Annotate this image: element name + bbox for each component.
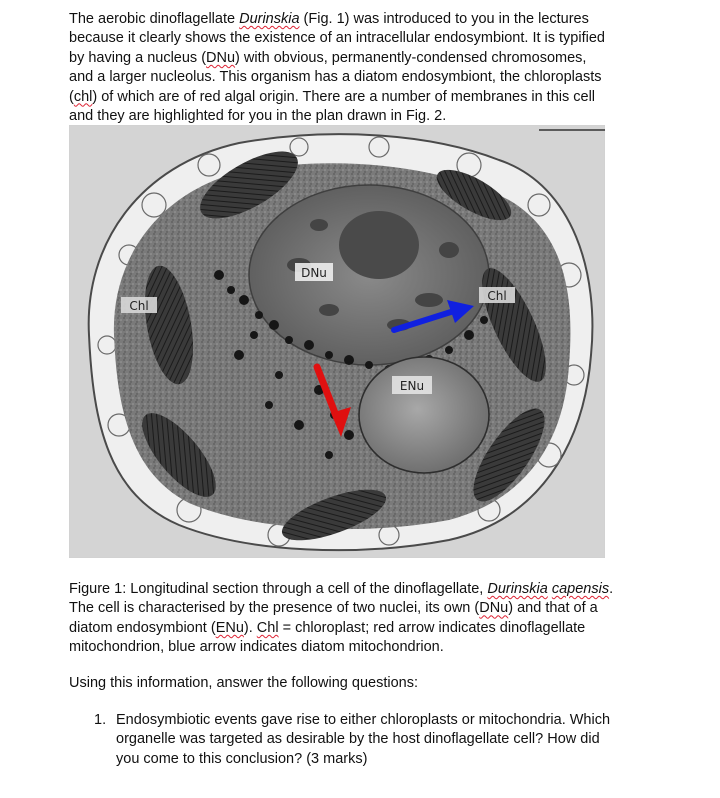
svg-text:DNu: DNu	[301, 266, 327, 280]
caption-text-5: ).	[243, 619, 257, 636]
caption-text-4: ) and that of a diatom endosymbiont (	[69, 600, 598, 636]
caption-species: capensis	[551, 581, 610, 597]
endosymbiont-nucleus	[359, 357, 489, 473]
intro-paragraph	[69, 10, 614, 126]
label-chl-left	[121, 297, 157, 313]
caption-enu: ENu	[215, 619, 244, 636]
svg-text:Chl: Chl	[487, 289, 507, 303]
nucleolus	[339, 211, 419, 279]
intro-text-2: (Fig. 1) was introduced to you in the lectures because it clearly shows the existence of an intracellular endosymbiont. It is typified by having a nucleus (	[69, 11, 605, 66]
question-text: Endosymbiotic events gave rise to either chloroplasts or mitochondria. Which organelle was targeted as desirable by the host dinoflagellate cell? How did you come to this conclusion? (3 marks)	[116, 712, 611, 767]
figure-caption	[69, 580, 614, 658]
caption-genus: Durinskia	[487, 581, 548, 597]
label-chl-right	[479, 287, 515, 303]
intro-text-1: The aerobic dinoflagellate	[69, 11, 240, 27]
label-dnu	[295, 263, 333, 281]
question-1	[94, 711, 614, 769]
svg-text:Chl: Chl	[129, 299, 149, 313]
instruction-text: Using this information, answer the following questions:	[69, 675, 418, 691]
label-enu	[392, 376, 432, 394]
svg-text:ENu: ENu	[399, 379, 425, 393]
figure-1-micrograph	[69, 125, 605, 558]
dnu-abbrev: DNu	[206, 49, 236, 66]
caption-text-1: Figure 1: Longitudinal section through a cell of the dinoflagellate,	[69, 581, 488, 597]
genus-name: Durinskia	[239, 11, 300, 27]
caption-text-6: = chloroplast; red arrow indicates dinoflagellate mitochondrion, blue arrow indicates diatom mitochondrion.	[69, 619, 586, 656]
chl-abbrev: chl	[73, 88, 93, 105]
intro-text-3: ) with obvious, permanently-condensed chromosomes, and a larger nucleolus. This organism has a diatom endosymbiont, the chloroplasts (	[69, 49, 602, 105]
caption-chl: Chl	[256, 619, 279, 636]
question-number: 1.	[94, 712, 107, 728]
caption-text-3: . The cell is characterised by the presence of two nuclei, its own (	[69, 581, 614, 617]
caption-dnu: DNu	[479, 600, 509, 617]
intro-text-4: ) of which are of red algal origin. There are a number of membranes in this cell and they are highlighted for you in the plan drawn in Fig. 2.	[69, 88, 596, 125]
